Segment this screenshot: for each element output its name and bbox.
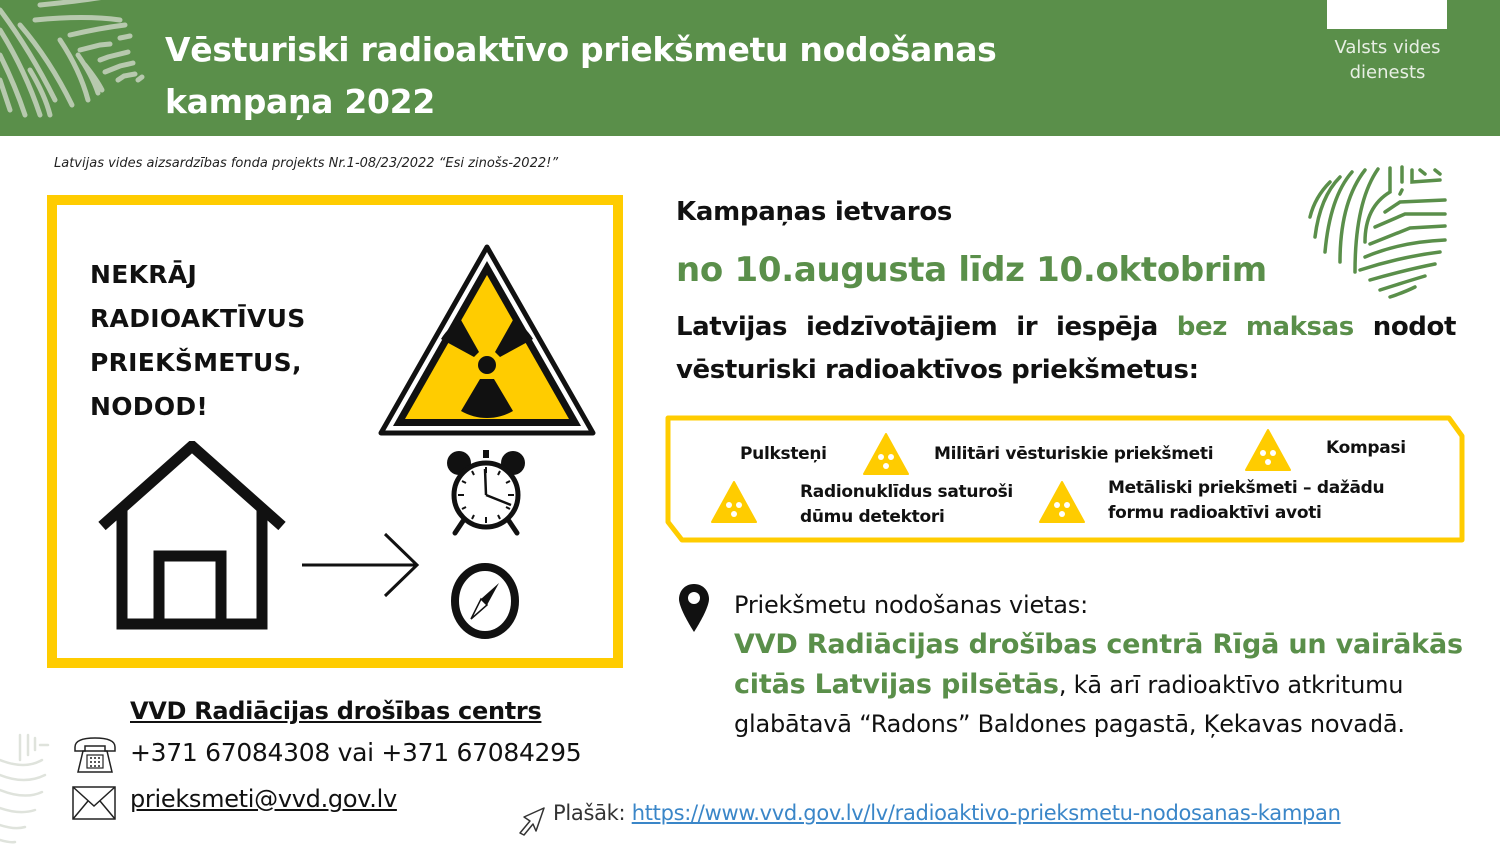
header-banner xyxy=(0,0,1500,136)
item-metallic-sources xyxy=(1108,476,1384,526)
envelope-icon xyxy=(72,786,116,820)
phone-numbers: +371 67084308 vai +371 67084295 xyxy=(130,738,582,767)
more-info xyxy=(553,801,1341,825)
fingerprint-decoration-icon xyxy=(0,730,50,860)
alarm-clock-icon xyxy=(441,449,531,537)
cursor-pointer-icon xyxy=(516,805,548,837)
slogan-line: PRIEKŠMETUS, xyxy=(90,348,302,377)
item-military: Militāri vēsturiskie priekšmeti xyxy=(934,444,1214,464)
compass-icon xyxy=(449,561,521,641)
project-subtitle: Latvijas vides aizsardzības fonda projekts Nr.1-08/23/2022 “Esi zinošs-2022!” xyxy=(54,156,559,171)
email-link[interactable]: prieksmeti@vvd.gov.lv xyxy=(130,785,397,813)
free-highlight: bez maksas xyxy=(1176,312,1354,342)
item-line: Metāliski priekšmeti – dažādu xyxy=(1108,478,1385,498)
more-label: Plašāk: xyxy=(553,801,632,825)
campaign-dates: no 10.augusta līdz 10.oktobrim xyxy=(676,250,1267,290)
radiation-warning-icon xyxy=(375,241,599,441)
radiation-triangle-icon xyxy=(1038,480,1086,524)
items-box xyxy=(664,414,1466,544)
item-smoke-detectors xyxy=(800,480,1013,530)
slogan-line: NODOD! xyxy=(90,392,209,421)
slogan-line: RADIOAKTĪVUS xyxy=(90,304,306,333)
campaign-url-link[interactable]: https://www.vvd.gov.lv/lv/radioaktivo-prieksmetu-nodosanas-kampan xyxy=(631,801,1341,825)
logo-text-line-1: Valsts vides xyxy=(1334,37,1441,58)
telephone-icon xyxy=(72,735,118,775)
campaign-heading: Kampaņas ietvaros xyxy=(676,197,953,227)
fingerprint-leaf-icon xyxy=(1300,152,1460,302)
location-pin-icon xyxy=(677,582,711,634)
title-line-2: kampaņa 2022 xyxy=(165,82,435,121)
item-clocks: Pulksteņi xyxy=(740,444,827,464)
places-highlight: VVD Radiācijas drošības centrā Rīgā un vairākās citās Latvijas pilsētās xyxy=(734,629,1463,700)
item-compasses: Kompasi xyxy=(1326,438,1406,458)
campaign-intro xyxy=(676,306,1456,392)
radiation-triangle-icon xyxy=(710,480,758,524)
house-icon xyxy=(97,441,287,631)
places-label: Priekšmetu nodošanas vietas: xyxy=(734,591,1088,619)
item-line: Radionuklīdus saturoši xyxy=(800,482,1013,502)
contact-title: VVD Radiācijas drošības centrs xyxy=(130,697,542,725)
page-title xyxy=(165,24,997,128)
poster-box xyxy=(47,195,623,668)
item-line: dūmu detektori xyxy=(800,507,945,527)
title-line-1: Vēsturiski radioaktīvo priekšmetu nodošanas xyxy=(165,30,997,69)
radiation-triangle-icon xyxy=(1244,428,1292,472)
fingerprint-decoration-icon xyxy=(0,0,160,136)
item-line: formu radioaktīvi avoti xyxy=(1108,503,1322,523)
vvd-logo xyxy=(1327,0,1447,29)
logo-text-line-2: dienests xyxy=(1349,62,1426,83)
logo-text xyxy=(1300,35,1475,85)
intro-text: Latvijas iedzīvotājiem ir iespēja xyxy=(676,312,1177,342)
poster-slogan xyxy=(90,253,306,429)
places-rest: , kā arī radioaktīvo atkritumu glabātavā “Radons” Baldones pagastā, Ķekavas novadā. xyxy=(734,671,1405,738)
arrow-right-icon xyxy=(297,530,427,600)
slogan-line: NEKRĀJ xyxy=(90,260,198,289)
radiation-triangle-icon xyxy=(862,432,910,476)
intro-text: nodot vēsturiski radioaktīvos priekšmetus: xyxy=(676,312,1456,385)
drop-off-places xyxy=(734,586,1474,744)
